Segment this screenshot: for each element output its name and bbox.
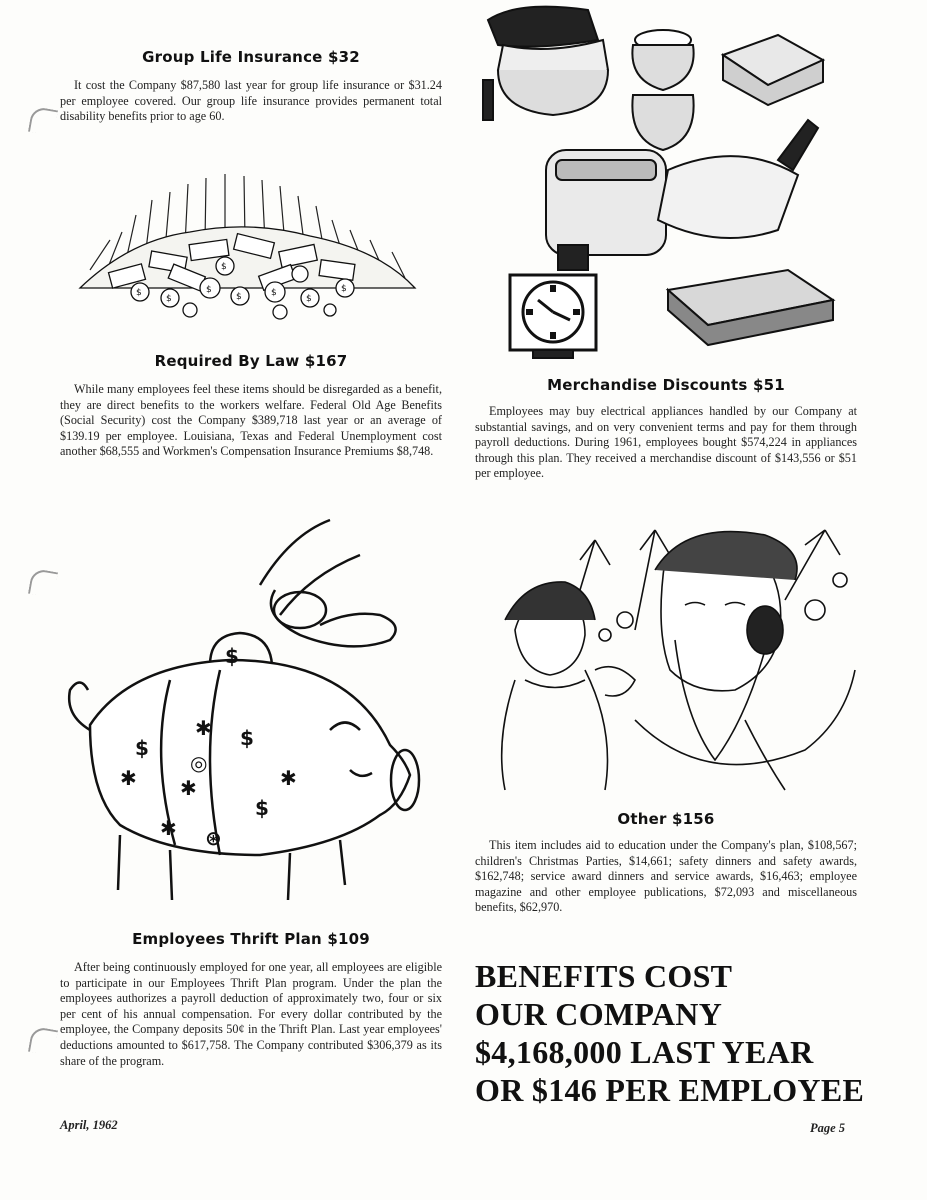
punch-hole-mark — [28, 568, 58, 598]
section-merchandise — [475, 376, 857, 482]
section-heading: Group Life Insurance $32 — [142, 48, 360, 66]
svg-text:$: $ — [135, 736, 149, 760]
svg-text:✱: ✱ — [195, 716, 212, 740]
svg-text:✱: ✱ — [160, 816, 177, 840]
section-heading: Required By Law $167 — [154, 352, 348, 370]
svg-text:✱: ✱ — [180, 776, 197, 800]
section-body: While many employees feel these items should be disregarded as a benefit, they are direct benefits to the workers welfare. Federal Old Age Benefits (Social Security) cost the Company $389,718 last year or an average of $139.19 per employee. Louisiana, Texas and Federal Unemployment cost another $68,555 and Workmen's Compensation Insurance Premiums $8,748. — [60, 382, 442, 459]
money-pile-illustration — [70, 170, 425, 330]
section-group-life — [60, 48, 442, 125]
svg-text:$: $ — [240, 726, 254, 750]
svg-text:◎: ◎ — [190, 751, 208, 775]
svg-text:$: $ — [236, 292, 242, 302]
footer-page-number: Page 5 — [810, 1121, 846, 1135]
svg-text:$: $ — [255, 796, 269, 820]
headline-line: OR $146 PER EMPLOYEE — [475, 1072, 865, 1108]
svg-text:$: $ — [225, 644, 239, 668]
section-body: This item includes aid to education under the Company's plan, $108,567; children's Christmas Parties, $14,661; safety dinners and safety awards, $162,748; service award dinners and service awards, $16,463; employee magazine and other employee publications, $72,093 and miscellaneous benefits, $62,970. — [475, 838, 857, 915]
svg-text:⊛: ⊛ — [205, 826, 222, 850]
section-thrift — [60, 930, 442, 1069]
svg-text:$: $ — [206, 285, 212, 295]
section-required-by-law — [60, 352, 442, 460]
section-other — [475, 810, 857, 916]
svg-text:✱: ✱ — [280, 766, 297, 790]
svg-text:✱: ✱ — [120, 766, 137, 790]
punch-hole-mark — [28, 1026, 58, 1056]
punch-hole-mark — [28, 106, 58, 136]
appliances-illustration — [478, 0, 858, 370]
headline-line: $4,168,000 LAST YEAR — [475, 1034, 814, 1070]
headline-line: BENEFITS COST — [475, 958, 733, 994]
section-heading: Merchandise Discounts $51 — [547, 376, 785, 394]
section-body: After being continuously employed for one year, all employees are eligible to participate in our Employees Thrift Plan program. Under the plan the employees authorizes a payroll deduction of approximately two, four or six per cent of his annual compensation. For every dollar contributed by the employee, the Company deposits 50¢ in the Thrift Plan. Last year employees' deductions amounted to $617,758. The Company contributed $306,379 as its share of the program. — [60, 960, 442, 1068]
svg-text:$: $ — [136, 288, 142, 298]
section-body: It cost the Company $87,580 last year for group life insurance or $31.24 per employee covered. Our group life insurance provides permanent total disability benefits prior to age 60. — [60, 78, 442, 124]
section-body: Employees may buy electrical appliances handled by our Company at substantial savings, and on very convenient terms and pay for them through payroll deductions. During 1961, employees bought $574,224 in appliances through this plan. They received a merchandise discount of $143,556 or $51 per employee. — [475, 404, 857, 481]
headline-line: OUR COMPANY — [475, 996, 723, 1032]
piggy-bank-illustration — [60, 515, 440, 915]
svg-text:$: $ — [271, 288, 277, 298]
svg-text:$: $ — [221, 262, 227, 272]
santa-illustration — [485, 520, 860, 800]
benefits-headline — [475, 957, 895, 1109]
svg-text:$: $ — [166, 294, 172, 304]
footer-date: April, 1962 — [60, 1118, 118, 1132]
svg-text:$: $ — [306, 294, 312, 304]
section-heading: Employees Thrift Plan $109 — [132, 930, 370, 948]
svg-text:$: $ — [341, 284, 347, 294]
section-heading: Other $156 — [617, 810, 715, 828]
